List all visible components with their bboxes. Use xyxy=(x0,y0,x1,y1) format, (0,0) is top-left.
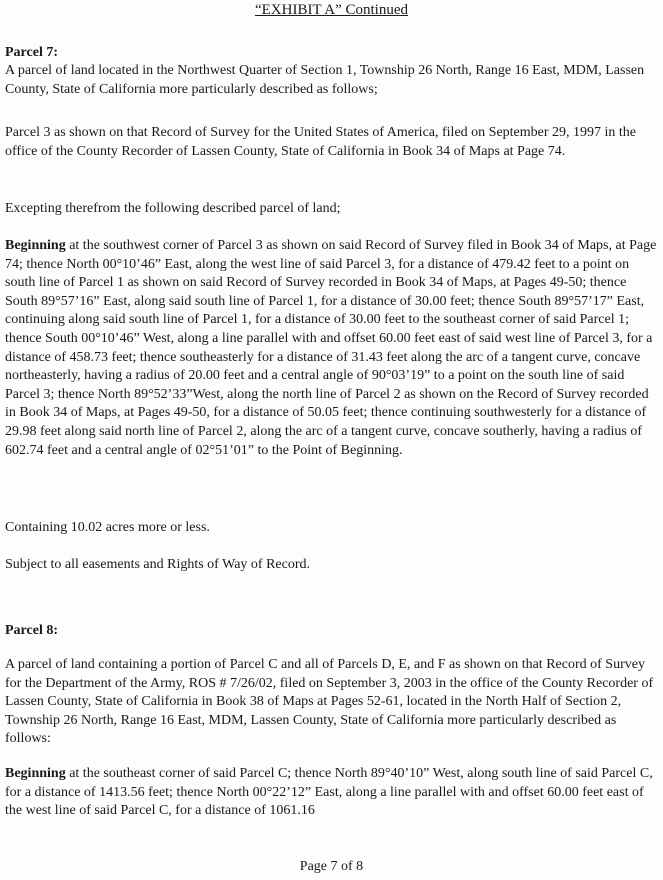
beginning-label: Beginning xyxy=(5,238,66,253)
parcel-7-legal-description: at the southwest corner of Parcel 3 as shown on said Record of Survey filed in Book 34 of Maps, at Page 74; thence North 00°10’46” East, along the west line of said Parcel 3, for a distance of 479.42 feet to a point on south line of Parcel 1 as shown on said Record of Survey recorded in Book 34 of Maps, at Pages 49-50; thence South 89°57’16” East, along said south line of Parcel 1, for a distance of 30.00 feet; thence South 89°57’17” East, continuing along said south line of Parcel 1, for a distance of 30.00 feet to the southeast corner of said Parcel 1; thence South 00°10’46” West, along a line parallel with and offset 60.00 feet east of said west line of Parcel 3, for a distance of 458.73 feet; thence southeasterly for a distance of 31.43 feet along the arc of a tangent curve, concave northeasterly, having a radius of 20.00 feet and a central angle of 90°03’19” to a point on the south line of said Parcel 3; thence North 89°52’33”West, along the north line of Parcel 2 as shown on the Record of Survey recorded in Book 34 of Maps, at Pages 49-50, for a distance of 50.05 feet; thence continuing southwesterly for a distance of 29.98 feet along said north line of Parcel 2, along the arc of a tangent curve, concave southerly, having a radius of 602.74 feet and a central angle of 02°51’01” to the Point of Beginning. xyxy=(5,238,657,458)
parcel-7-record xyxy=(5,124,657,161)
parcel-7-paragraph-4 xyxy=(5,237,657,460)
parcel-8-paragraph-1: A parcel of land containing a portion of Parcel C and all of Parcels D, E, and F as shown on that Record of Survey for the Department of the Army, ROS # 7/26/02, filed on September 3, 2003 in the office of the County Recorder of Lassen County, State of California in Book 38 of Maps at Pages 52-61, located in the North Half of Section 2, Township 26 North, Range 16 East, MDM, Lassen County, State of California more particularly described as follows: xyxy=(5,657,654,747)
parcel-7-description xyxy=(5,237,657,460)
beginning-label: Beginning xyxy=(5,766,66,781)
page-number: Page 7 of 8 xyxy=(299,859,364,874)
parcel-8-paragraph-2 xyxy=(5,765,657,821)
parcel-7-paragraph-5: Containing 10.02 acres more or less. xyxy=(5,520,210,535)
parcel-7-paragraph-1: A parcel of land located in the Northwest Quarter of Section 1, Township 26 North, Range 16 East, MDM, Lassen County, State of California more particularly described as follows; xyxy=(5,63,645,97)
parcel-7-easements xyxy=(5,556,657,575)
parcel-8-legal-description: at the southeast corner of said Parcel C; thence North 89°40’10” West, along south line of said Parcel C, for a distance of 1413.56 feet; thence North 00°22’12” East, along a line parallel with and offset 60.00 feet east of the west line of said Parcel C, for a distance of 1061.16 xyxy=(5,766,653,819)
parcel-8-heading: Parcel 8: xyxy=(5,623,58,638)
parcel-7-paragraph-3: Excepting therefrom the following described parcel of land; xyxy=(5,201,341,216)
parcel-7-acreage xyxy=(5,519,657,538)
parcel-8-intro xyxy=(5,656,657,749)
parcel-7-paragraph-2: Parcel 3 as shown on that Record of Survey for the United States of America, filed on September 29, 1997 in the office of the County Recorder of Lassen County, State of California in Book 34 of Maps at Page 74. xyxy=(5,125,637,159)
parcel-7-excepting xyxy=(5,200,657,219)
parcel-7-intro xyxy=(5,62,657,99)
parcel-7-heading: Parcel 7: xyxy=(5,45,58,60)
exhibit-title: “EXHIBIT A” Continued xyxy=(254,2,409,18)
parcel-7-paragraph-6: Subject to all easements and Rights of Way of Record. xyxy=(5,557,310,572)
parcel-8-description xyxy=(5,765,657,821)
